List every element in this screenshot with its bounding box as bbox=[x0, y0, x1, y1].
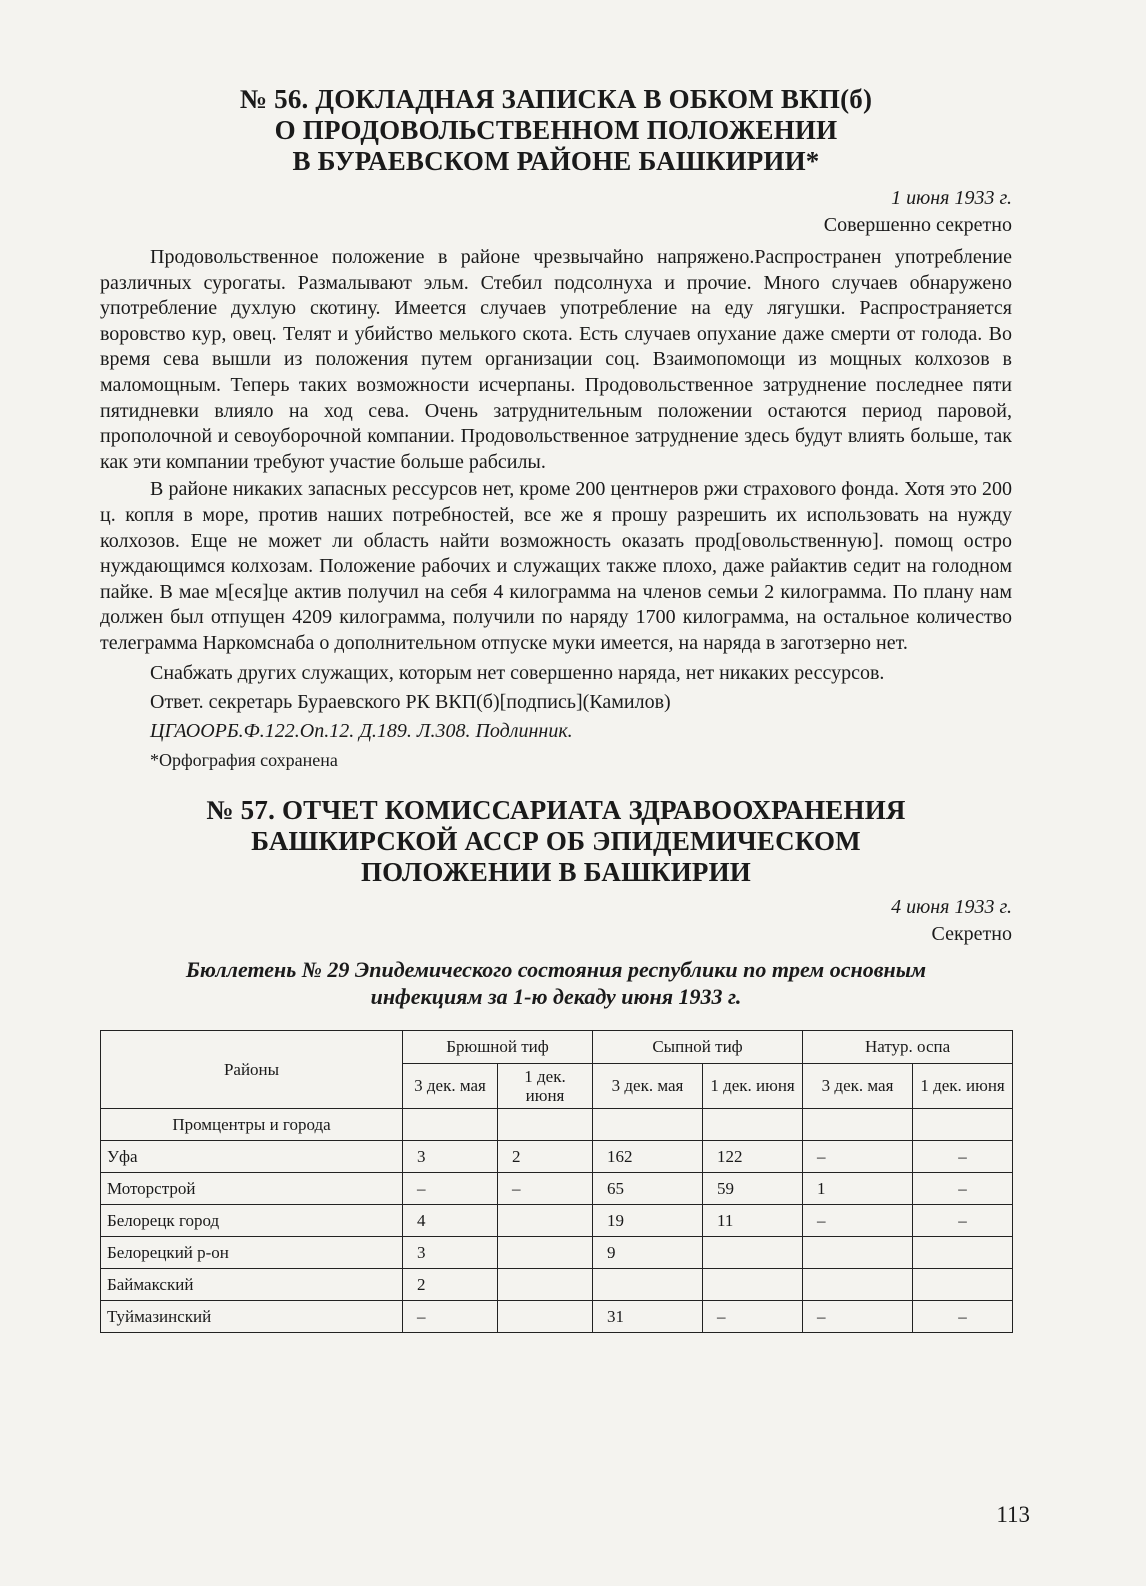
table-cell bbox=[498, 1300, 593, 1332]
section-row bbox=[101, 1108, 1013, 1140]
section-cell bbox=[403, 1108, 498, 1140]
table-cell bbox=[498, 1268, 593, 1300]
table-cell bbox=[703, 1236, 803, 1268]
table-cell: – bbox=[803, 1204, 913, 1236]
region-name: Моторстрой bbox=[101, 1172, 403, 1204]
table-cell: 2 bbox=[403, 1268, 498, 1300]
table-cell: 4 bbox=[403, 1204, 498, 1236]
region-name: Баймакский bbox=[101, 1268, 403, 1300]
table-cell: 3 bbox=[403, 1140, 498, 1172]
table-cell: – bbox=[913, 1172, 1013, 1204]
table-cell bbox=[803, 1268, 913, 1300]
doc56-archive-reference: ЦГАООРБ.Ф.122.Оп.12. Д.189. Л.308. Подлинник. bbox=[150, 719, 573, 742]
table-cell: – bbox=[703, 1300, 803, 1332]
subheader-6: 1 дек. июня bbox=[913, 1063, 1013, 1108]
doc57-date: 4 июня 1933 г. bbox=[891, 895, 1012, 918]
header-typhoid: Брюшной тиф bbox=[403, 1030, 593, 1063]
table-cell bbox=[498, 1236, 593, 1268]
section-cell bbox=[703, 1108, 803, 1140]
table-cell: 122 bbox=[703, 1140, 803, 1172]
table-cell: 1 bbox=[803, 1172, 913, 1204]
table-cell: – bbox=[913, 1140, 1013, 1172]
table-row bbox=[101, 1204, 1013, 1236]
doc56-paragraph-3: Снабжать других служащих, которым нет совершенно наряда, нет никаких рессурсов. bbox=[150, 661, 885, 684]
section-cell bbox=[803, 1108, 913, 1140]
region-name: Белорецк город bbox=[101, 1204, 403, 1236]
header-typhus: Сыпной тиф bbox=[593, 1030, 803, 1063]
table-cell bbox=[803, 1236, 913, 1268]
region-name: Белорецкий р-он bbox=[101, 1236, 403, 1268]
subheader-2: 1 дек. июня bbox=[498, 1063, 593, 1108]
table-cell: – bbox=[498, 1172, 593, 1204]
table-cell: 59 bbox=[703, 1172, 803, 1204]
document-page bbox=[100, 84, 1012, 1333]
doc57-title-line-3: ПОЛОЖЕНИИ В БАШКИРИИ bbox=[360, 856, 752, 887]
doc57-title bbox=[100, 795, 1012, 888]
doc57-classification: Секретно bbox=[931, 922, 1012, 945]
table-cell: – bbox=[403, 1172, 498, 1204]
section-cell bbox=[498, 1108, 593, 1140]
epidemic-table bbox=[100, 1030, 1013, 1333]
region-name: Уфа bbox=[101, 1140, 403, 1172]
doc56-paragraph-2: В районе никаких запасных рессурсов нет, кроме 200 центнеров ржи страхового фонда. Хотя это 200 ц. копля в море, против наших потребностей, все же я прошу разрешить их использовать на нужду колхозов. Еще не может ли область найти возможность оказать прод[овольственную]. помощ остро нуждающимся колхозам. Положение рабочих и служащих также плохо, даже райактив седит на голодном пайке. В мае м[еся]це актив получил на себя 4 килограмма на членов семьи 2 килограмма. По плану нам должен был отпущен 4209 килограмма, получили по наряду 1700 килограмма, на остальное количество телеграмма Наркомснаба о дополнительном отпуске муки имеется, на наряда в заготзерно нет. bbox=[100, 478, 1012, 654]
doc56-paragraph-1: Продовольственное положение в районе чрезвычайно напряжено.Распространен употребление различных сурогаты. Размалывают эльм. Стебил подсолнуха и прочие. Много случаев обнаружено употребление духлую скотину. Имеется случаев употребление на еду лягушки. Распространяется воровство кур, овец. Телят и убийство мелького скота. Есть случаев опухание даже смерти от голода. Во время сева вышли из положения путем организации соц. Взаимопомощи из мощных колхозов в маломощным. Теперь таких возможности исчерпаны. Продовольственное затруднение последнее пяти пятидневки влияло на ход сева. Очень затруднительным положении остаются период паровой, прополочной и севоуборочной компании. Продовольственное затруднение здесь будут влиять больше, так как эти компании требуют участие больше рабсилы. bbox=[100, 246, 1012, 473]
table-cell: – bbox=[913, 1300, 1013, 1332]
doc56-title-line-3: В БУРАЕВСКОМ РАЙОНЕ БАШКИРИИ* bbox=[292, 146, 820, 176]
table-cell: 65 bbox=[593, 1172, 703, 1204]
table-cell: 2 bbox=[498, 1140, 593, 1172]
section-cell bbox=[913, 1108, 1013, 1140]
bulletin-heading-line-1: Бюллетень № 29 Эпидемического состояния республики по трем основным bbox=[185, 956, 927, 982]
section-cell bbox=[593, 1108, 703, 1140]
table-cell: 162 bbox=[593, 1140, 703, 1172]
table-cell: – bbox=[403, 1300, 498, 1332]
table-cell bbox=[703, 1268, 803, 1300]
doc57-title-line-1: № 57. ОТЧЕТ КОМИССАРИАТА ЗДРАВООХРАНЕНИЯ bbox=[206, 794, 906, 825]
table-cell: 31 bbox=[593, 1300, 703, 1332]
doc56-date: 1 июня 1933 г. bbox=[891, 187, 1012, 209]
table-cell bbox=[593, 1268, 703, 1300]
region-name: Туймазинский bbox=[101, 1300, 403, 1332]
table-cell: – bbox=[803, 1300, 913, 1332]
table-cell: 3 bbox=[403, 1236, 498, 1268]
doc56-title bbox=[100, 84, 1012, 177]
doc57-title-line-2: БАШКИРСКОЙ АССР ОБ ЭПИДЕМИЧЕСКОМ bbox=[251, 825, 861, 856]
header-regions: Районы bbox=[101, 1030, 403, 1108]
table-row bbox=[101, 1300, 1013, 1332]
bulletin-heading-line-2: инфекциям за 1-ю декаду июня 1933 г. bbox=[370, 983, 742, 1009]
table-row bbox=[101, 1140, 1013, 1172]
table-cell bbox=[498, 1204, 593, 1236]
table-cell bbox=[913, 1268, 1013, 1300]
table-cell: – bbox=[913, 1204, 1013, 1236]
table-row bbox=[101, 1236, 1013, 1268]
subheader-1: 3 дек. мая bbox=[403, 1063, 498, 1108]
table-cell: – bbox=[803, 1140, 913, 1172]
header-smallpox: Натур. оспа bbox=[803, 1030, 1013, 1063]
table-cell: 11 bbox=[703, 1204, 803, 1236]
subheader-5: 3 дек. мая bbox=[803, 1063, 913, 1108]
table-row bbox=[101, 1268, 1013, 1300]
doc56-title-line-2: О ПРОДОВОЛЬСТВЕННОМ ПОЛОЖЕНИИ bbox=[274, 115, 838, 145]
table-cell: 19 bbox=[593, 1204, 703, 1236]
bulletin-heading bbox=[100, 956, 1012, 1010]
subheader-3: 3 дек. мая bbox=[593, 1063, 703, 1108]
page-number: 113 bbox=[996, 1502, 1030, 1527]
doc56-classification: Совершенно секретно bbox=[823, 214, 1012, 236]
doc56-footnote: *Орфография сохранена bbox=[150, 749, 338, 770]
doc56-title-line-1: № 56. ДОКЛАДНАЯ ЗАПИСКА В ОБКОМ ВКП(б) bbox=[239, 84, 873, 114]
table-cell: 9 bbox=[593, 1236, 703, 1268]
subheader-4: 1 дек. июня bbox=[703, 1063, 803, 1108]
doc56-signature: Ответ. секретарь Бураевского РК ВКП(б)[подпись](Камилов) bbox=[150, 690, 671, 713]
table-cell bbox=[913, 1236, 1013, 1268]
table-row bbox=[101, 1172, 1013, 1204]
section-label: Промцентры и города bbox=[101, 1108, 403, 1140]
